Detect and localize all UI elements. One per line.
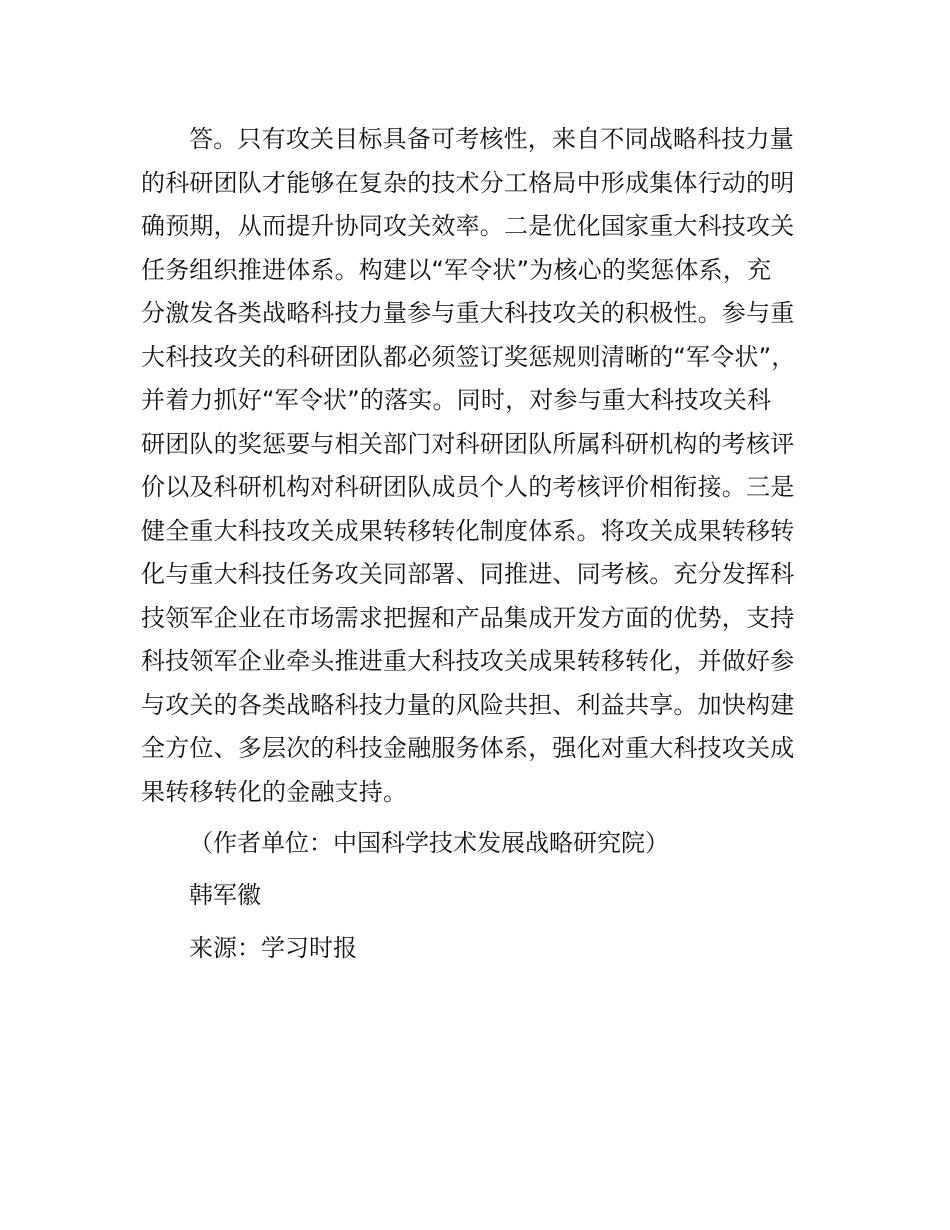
paragraph-line: 全方位、多层次的科技金融服务体系，强化对重大科技攻关成: [141, 734, 795, 762]
paragraph-line: 大科技攻关的科研团队都必须签订奖惩规则清晰的“军令状”，: [141, 342, 796, 371]
author-unit: （作者单位：中国科学技术发展战略研究院）: [189, 829, 669, 857]
paragraph-line: 的科研团队才能够在复杂的技术分工格局中形成集体行动的明: [141, 168, 795, 197]
article-paragraph: [141, 118, 841, 814]
paragraph-line: 科技领军企业牵头推进重大科技攻关成果转移转化，并做好参: [141, 647, 795, 675]
paragraph-line: 答。只有攻关目标具备可考核性，来自不同战略科技力量: [189, 125, 794, 153]
paragraph-line: 任务组织推进体系。构建以“军令状”为核心的奖惩体系，充: [141, 255, 772, 284]
paragraph-line: 确预期，从而提升协同攻关效率。二是优化国家重大科技攻关: [141, 212, 795, 240]
source-line: 来源：学习时报: [189, 934, 357, 962]
paragraph-line: 研团队的奖惩要与相关部门对科研团队所属科研机构的考核评: [141, 429, 795, 458]
paragraph-line: 分激发各类战略科技力量参与重大科技攻关的积极性。参与重: [141, 299, 795, 327]
paragraph-line: 化与重大科技任务攻关同部署、同推进、同考核。充分发挥科: [141, 560, 795, 588]
paragraph-line: 技领军企业在市场需求把握和产品集成开发方面的优势，支持: [141, 603, 795, 632]
paragraph-line: 健全重大科技攻关成果转移转化制度体系。将攻关成果转移转: [141, 516, 795, 545]
paragraph-line: 价以及科研机构对科研团队成员个人的考核评价相衔接。三是: [141, 473, 795, 501]
paragraph-line: 与攻关的各类战略科技力量的风险共担、利益共享。加快构建: [141, 690, 795, 719]
paragraph-line: 果转移转化的金融支持。: [141, 777, 408, 806]
author-name: 韩军徽: [189, 881, 261, 909]
paragraph-line: 并着力抓好“军令状”的落实。同时，对参与重大科技攻关科: [141, 386, 772, 414]
